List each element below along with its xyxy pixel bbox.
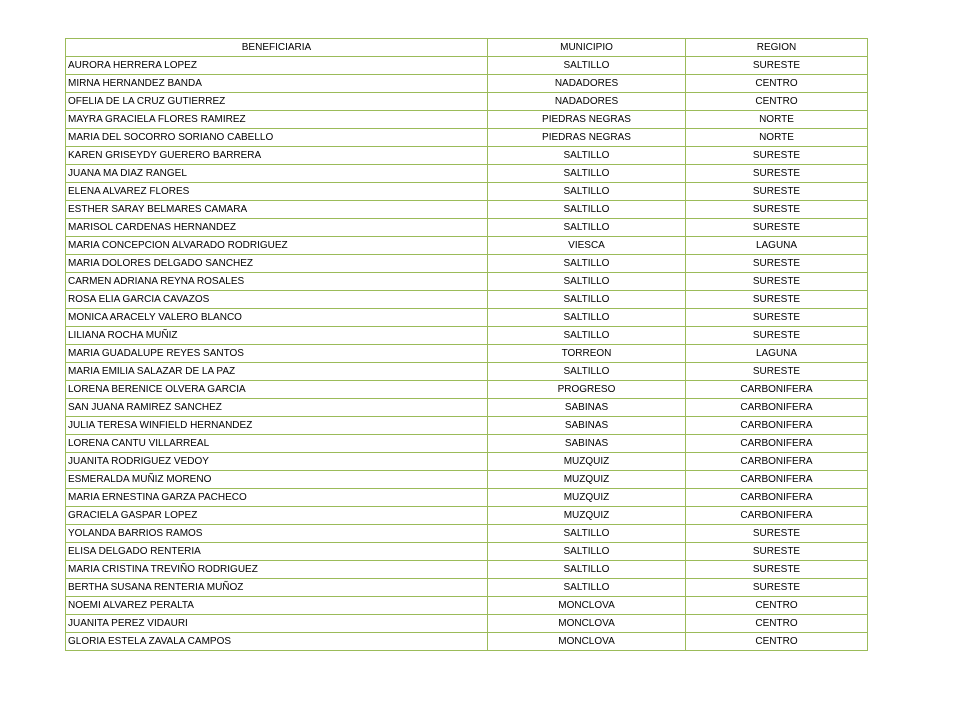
beneficiary-name-cell: CARMEN ADRIANA REYNA ROSALES: [66, 273, 488, 291]
beneficiary-name-cell: MARIA GUADALUPE REYES SANTOS: [66, 345, 488, 363]
table-row: [66, 219, 868, 237]
beneficiary-name-cell: BERTHA SUSANA RENTERIA MUÑOZ: [66, 579, 488, 597]
beneficiary-name-cell: ROSA ELIA GARCIA CAVAZOS: [66, 291, 488, 309]
region-cell: CARBONIFERA: [686, 489, 868, 507]
region-cell: SURESTE: [686, 147, 868, 165]
beneficiary-name-cell: GLORIA ESTELA ZAVALA CAMPOS: [66, 633, 488, 651]
beneficiary-name-cell: JUANITA RODRIGUEZ VEDOY: [66, 453, 488, 471]
table-body: [66, 57, 868, 651]
municipality-cell: SABINAS: [488, 399, 686, 417]
beneficiary-name-cell: YOLANDA BARRIOS RAMOS: [66, 525, 488, 543]
table-row: [66, 111, 868, 129]
region-cell: SURESTE: [686, 543, 868, 561]
municipality-cell: SALTILLO: [488, 561, 686, 579]
table-row: [66, 399, 868, 417]
table-row: [66, 237, 868, 255]
beneficiary-name-cell: LORENA CANTU VILLARREAL: [66, 435, 488, 453]
municipality-cell: PIEDRAS NEGRAS: [488, 111, 686, 129]
municipality-cell: MONCLOVA: [488, 615, 686, 633]
region-cell: SURESTE: [686, 219, 868, 237]
municipality-cell: SALTILLO: [488, 273, 686, 291]
beneficiary-name-cell: MARIA DEL SOCORRO SORIANO CABELLO: [66, 129, 488, 147]
region-cell: SURESTE: [686, 291, 868, 309]
municipality-cell: MONCLOVA: [488, 633, 686, 651]
municipality-cell: NADADORES: [488, 93, 686, 111]
region-cell: CARBONIFERA: [686, 399, 868, 417]
table-row: [66, 435, 868, 453]
table-row: [66, 183, 868, 201]
beneficiary-name-cell: MARIA ERNESTINA GARZA PACHECO: [66, 489, 488, 507]
region-cell: SURESTE: [686, 561, 868, 579]
beneficiary-name-cell: JULIA TERESA WINFIELD HERNANDEZ: [66, 417, 488, 435]
region-cell: SURESTE: [686, 165, 868, 183]
beneficiary-name-cell: MARIA CONCEPCION ALVARADO RODRIGUEZ: [66, 237, 488, 255]
table-row: [66, 75, 868, 93]
region-cell: LAGUNA: [686, 345, 868, 363]
beneficiary-name-cell: OFELIA DE LA CRUZ GUTIERREZ: [66, 93, 488, 111]
region-cell: SURESTE: [686, 327, 868, 345]
region-cell: CARBONIFERA: [686, 381, 868, 399]
table-row: [66, 597, 868, 615]
table-row: [66, 309, 868, 327]
beneficiary-name-cell: MARIA EMILIA SALAZAR DE LA PAZ: [66, 363, 488, 381]
table-row: [66, 57, 868, 75]
beneficiary-name-cell: MARIA DOLORES DELGADO SANCHEZ: [66, 255, 488, 273]
beneficiary-name-cell: MAYRA GRACIELA FLORES RAMIREZ: [66, 111, 488, 129]
region-cell: SURESTE: [686, 57, 868, 75]
column-header-region: REGION: [686, 39, 868, 57]
municipality-cell: SALTILLO: [488, 219, 686, 237]
municipality-cell: SALTILLO: [488, 579, 686, 597]
table-row: [66, 147, 868, 165]
table-row: [66, 561, 868, 579]
region-cell: SURESTE: [686, 255, 868, 273]
table-row: [66, 615, 868, 633]
region-cell: CENTRO: [686, 615, 868, 633]
table-row: [66, 255, 868, 273]
region-cell: NORTE: [686, 111, 868, 129]
table-row: [66, 381, 868, 399]
beneficiary-name-cell: GRACIELA GASPAR LOPEZ: [66, 507, 488, 525]
table-row: [66, 165, 868, 183]
region-cell: CARBONIFERA: [686, 417, 868, 435]
municipality-cell: TORREON: [488, 345, 686, 363]
table-row: [66, 327, 868, 345]
beneficiary-name-cell: MARISOL CARDENAS HERNANDEZ: [66, 219, 488, 237]
region-cell: CARBONIFERA: [686, 435, 868, 453]
column-header-beneficiaria: BENEFICIARIA: [66, 39, 488, 57]
table-row: [66, 345, 868, 363]
municipality-cell: SALTILLO: [488, 165, 686, 183]
municipality-cell: PIEDRAS NEGRAS: [488, 129, 686, 147]
table-row: [66, 417, 868, 435]
table-row: [66, 291, 868, 309]
municipality-cell: SALTILLO: [488, 525, 686, 543]
beneficiary-name-cell: MONICA ARACELY VALERO BLANCO: [66, 309, 488, 327]
region-cell: SURESTE: [686, 579, 868, 597]
beneficiary-name-cell: ELISA DELGADO RENTERIA: [66, 543, 488, 561]
beneficiary-name-cell: LORENA BERENICE OLVERA GARCIA: [66, 381, 488, 399]
municipality-cell: SALTILLO: [488, 255, 686, 273]
beneficiary-name-cell: JUANITA PEREZ VIDAURI: [66, 615, 488, 633]
municipality-cell: SALTILLO: [488, 291, 686, 309]
municipality-cell: VIESCA: [488, 237, 686, 255]
beneficiary-name-cell: SAN JUANA RAMIREZ SANCHEZ: [66, 399, 488, 417]
municipality-cell: MUZQUIZ: [488, 507, 686, 525]
beneficiary-name-cell: LILIANA ROCHA MUÑIZ: [66, 327, 488, 345]
region-cell: LAGUNA: [686, 237, 868, 255]
table-row: [66, 129, 868, 147]
region-cell: SURESTE: [686, 201, 868, 219]
region-cell: SURESTE: [686, 309, 868, 327]
beneficiary-name-cell: AURORA HERRERA LOPEZ: [66, 57, 488, 75]
region-cell: SURESTE: [686, 363, 868, 381]
table-row: [66, 633, 868, 651]
region-cell: SURESTE: [686, 273, 868, 291]
region-cell: CENTRO: [686, 597, 868, 615]
table-row: [66, 453, 868, 471]
beneficiary-name-cell: ESTHER SARAY BELMARES CAMARA: [66, 201, 488, 219]
municipality-cell: MUZQUIZ: [488, 471, 686, 489]
municipality-cell: SALTILLO: [488, 327, 686, 345]
beneficiary-name-cell: ESMERALDA MUÑIZ MORENO: [66, 471, 488, 489]
beneficiary-name-cell: NOEMI ALVAREZ PERALTA: [66, 597, 488, 615]
table-row: [66, 201, 868, 219]
region-cell: SURESTE: [686, 525, 868, 543]
table-header-row: [66, 39, 868, 57]
municipality-cell: PROGRESO: [488, 381, 686, 399]
municipality-cell: SALTILLO: [488, 57, 686, 75]
table-row: [66, 507, 868, 525]
municipality-cell: SABINAS: [488, 417, 686, 435]
municipality-cell: SALTILLO: [488, 543, 686, 561]
municipality-cell: MUZQUIZ: [488, 489, 686, 507]
municipality-cell: NADADORES: [488, 75, 686, 93]
column-header-municipio: MUNICIPIO: [488, 39, 686, 57]
region-cell: CARBONIFERA: [686, 453, 868, 471]
region-cell: NORTE: [686, 129, 868, 147]
beneficiaries-table: [65, 38, 868, 651]
table-row: [66, 471, 868, 489]
beneficiary-name-cell: JUANA MA DIAZ RANGEL: [66, 165, 488, 183]
beneficiary-name-cell: KAREN GRISEYDY GUERERO BARRERA: [66, 147, 488, 165]
table-row: [66, 579, 868, 597]
region-cell: SURESTE: [686, 183, 868, 201]
municipality-cell: SALTILLO: [488, 183, 686, 201]
municipality-cell: SALTILLO: [488, 147, 686, 165]
region-cell: CARBONIFERA: [686, 471, 868, 489]
beneficiary-name-cell: ELENA ALVAREZ FLORES: [66, 183, 488, 201]
region-cell: CENTRO: [686, 633, 868, 651]
region-cell: CENTRO: [686, 75, 868, 93]
municipality-cell: MUZQUIZ: [488, 453, 686, 471]
table-row: [66, 93, 868, 111]
municipality-cell: MONCLOVA: [488, 597, 686, 615]
beneficiary-name-cell: MARIA CRISTINA TREVIÑO RODRIGUEZ: [66, 561, 488, 579]
table-row: [66, 543, 868, 561]
municipality-cell: SALTILLO: [488, 201, 686, 219]
municipality-cell: SALTILLO: [488, 309, 686, 327]
table-row: [66, 525, 868, 543]
municipality-cell: SABINAS: [488, 435, 686, 453]
municipality-cell: SALTILLO: [488, 363, 686, 381]
beneficiary-name-cell: MIRNA HERNANDEZ BANDA: [66, 75, 488, 93]
table-row: [66, 363, 868, 381]
table-row: [66, 273, 868, 291]
region-cell: CARBONIFERA: [686, 507, 868, 525]
table-row: [66, 489, 868, 507]
region-cell: CENTRO: [686, 93, 868, 111]
